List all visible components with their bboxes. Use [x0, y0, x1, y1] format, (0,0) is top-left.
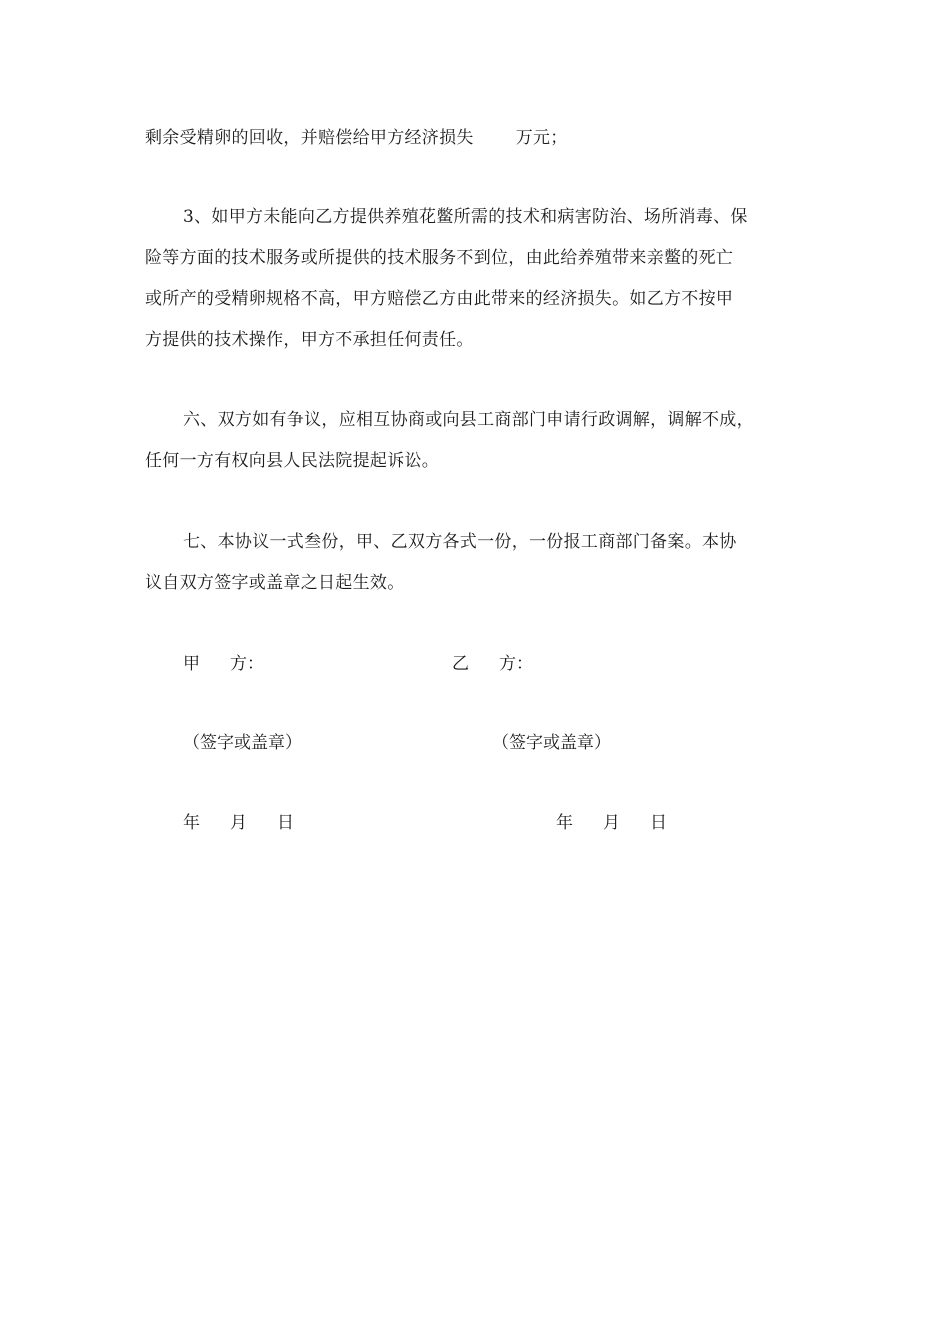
party-a-seal-note: （签字或盖章） [183, 733, 302, 753]
text-line: 3、如甲方未能向乙方提供养殖花鳖所需的技术和病害防治、场所消毒、保 [183, 207, 748, 227]
date-year: 年 [183, 813, 200, 833]
party-a-label [183, 652, 264, 676]
party-b-label [452, 652, 533, 676]
text-line: 议自双方签字或盖章之日起生效。 [145, 573, 405, 593]
text-line: 方提供的技术操作，甲方不承担任何责任。 [145, 330, 474, 350]
party-a-date [183, 811, 294, 835]
party-b-suffix: 方： [499, 654, 533, 674]
text-line: 任何一方有权向县人民法院提起诉讼。 [145, 451, 440, 471]
paragraph-compensation-continuation [145, 118, 807, 159]
date-year: 年 [556, 813, 573, 833]
party-a-char: 甲 [183, 654, 200, 674]
party-b-date [556, 811, 667, 835]
paragraph-clause-3 [145, 197, 807, 361]
text-segment: 万元； [515, 128, 568, 148]
text-line: 六、双方如有争议，应相互协商或向县工商部门申请行政调解，调解不成， [183, 410, 754, 430]
date-month: 月 [603, 813, 620, 833]
text-segment: 剩余受精卵的回收，并赔偿给甲方经济损失 [145, 128, 474, 148]
paragraph-clause-6 [145, 400, 807, 482]
party-b-seal-note: （签字或盖章） [492, 733, 611, 753]
date-day: 日 [650, 813, 667, 833]
text-line: 或所产的受精卵规格不高，甲方赔偿乙方由此带来的经济损失。如乙方不按甲 [145, 289, 734, 309]
text-line [145, 118, 807, 159]
text-line: 险等方面的技术服务或所提供的技术服务不到位，由此给养殖带来亲鳖的死亡 [145, 248, 734, 268]
party-b-char: 乙 [452, 654, 469, 674]
date-month: 月 [230, 813, 247, 833]
paragraph-clause-7 [145, 522, 807, 604]
text-line: 七、本协议一式叁份，甲、乙双方各式一份，一份报工商部门备案。本协 [183, 532, 737, 552]
date-day: 日 [277, 813, 294, 833]
party-a-suffix: 方： [230, 654, 264, 674]
